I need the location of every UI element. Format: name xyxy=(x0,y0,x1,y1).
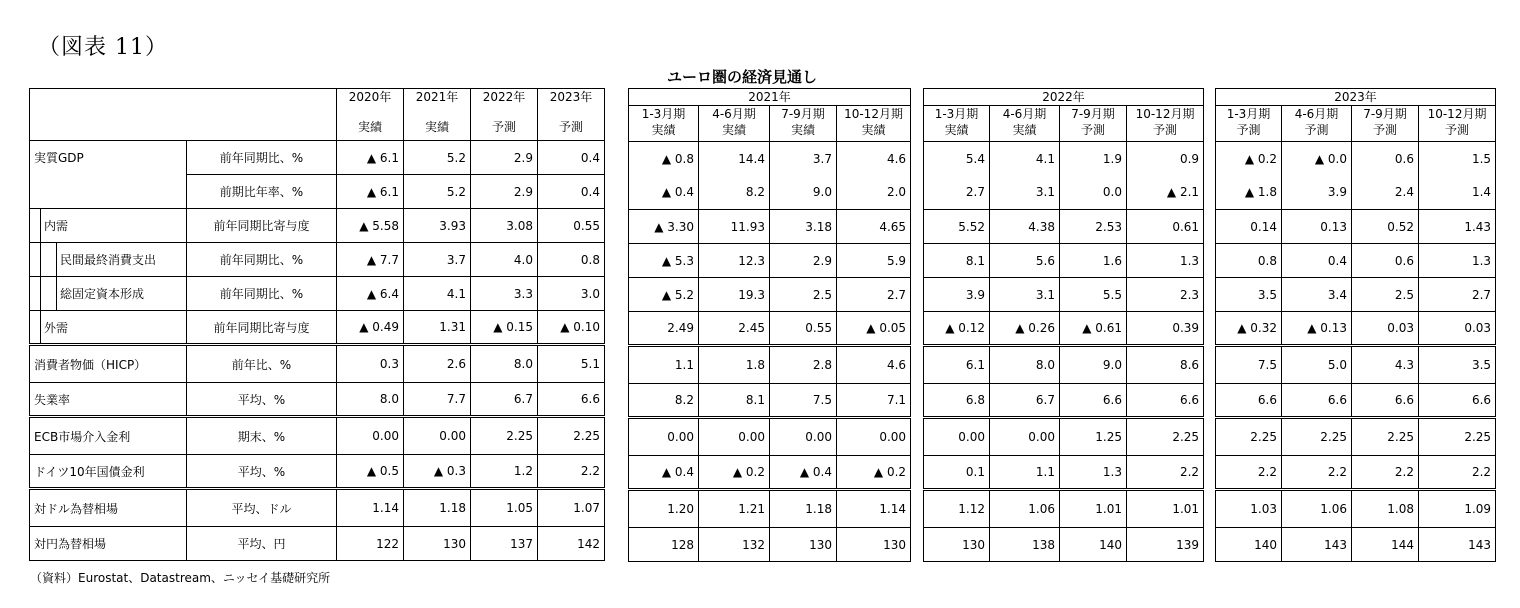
annual-cell: ▲ 0.49 xyxy=(337,311,404,345)
q2023-cell: 2.25 xyxy=(1216,418,1282,456)
q2022-cell: 0.39 xyxy=(1127,312,1204,346)
q2023-cell: 2.4 xyxy=(1352,176,1419,210)
annual-header-0 xyxy=(337,89,404,141)
q2022-cell: 1.06 xyxy=(990,490,1060,528)
q2022-header-0 xyxy=(924,106,990,142)
annual-cell: 2.9 xyxy=(471,175,538,209)
row-unit: 前期比年率、% xyxy=(187,175,337,209)
annual-cell: 1.14 xyxy=(337,489,404,527)
q2022-cell: ▲ 2.1 xyxy=(1127,176,1204,210)
q2023-cell: 0.6 xyxy=(1352,142,1419,176)
q2021-cell: ▲ 5.3 xyxy=(629,244,699,278)
q2022-cell: 5.52 xyxy=(924,210,990,244)
annual-cell: 2.9 xyxy=(471,141,538,175)
q2021-cell: 4.6 xyxy=(837,142,911,176)
quarter-period: 7-9月期 xyxy=(1363,107,1407,121)
annual-cell: 1.18 xyxy=(404,489,471,527)
annual-cell: 142 xyxy=(538,527,605,561)
q2022-cell: 1.1 xyxy=(990,456,1060,490)
q2022-cell: 138 xyxy=(990,528,1060,562)
q2022-cell: 0.1 xyxy=(924,456,990,490)
annual-cell: 6.7 xyxy=(471,383,538,417)
row-label: 消費者物価（HICP） xyxy=(30,345,187,383)
q2022-cell: 6.1 xyxy=(924,346,990,384)
q2021-cell: 8.2 xyxy=(699,176,770,210)
q2023-cell: 0.14 xyxy=(1216,210,1282,244)
annual-cell: 0.4 xyxy=(538,141,605,175)
q2023-cell: 2.25 xyxy=(1419,418,1496,456)
q2021-cell: 2.7 xyxy=(837,278,911,312)
q2021-cell: ▲ 0.05 xyxy=(837,312,911,346)
q2022-cell: 1.01 xyxy=(1060,490,1127,528)
q2022-cell: 0.9 xyxy=(1127,142,1204,176)
row-label: ECB市場介入金利 xyxy=(30,417,187,455)
annual-type: 実績 xyxy=(424,120,449,134)
quarter-type: 実績 xyxy=(790,123,815,137)
q2023-cell: 2.2 xyxy=(1216,456,1282,490)
q2023-cell: ▲ 1.8 xyxy=(1216,176,1282,210)
q2022-cell: 130 xyxy=(924,528,990,562)
q2021-year-header: 2021年 xyxy=(629,89,911,106)
q2023-cell: ▲ 0.0 xyxy=(1282,142,1352,176)
annual-cell: ▲ 5.58 xyxy=(337,209,404,243)
annual-cell: 1.2 xyxy=(471,455,538,489)
annual-year: 2020年 xyxy=(348,90,392,104)
quarter-period: 4-6月期 xyxy=(1294,107,1339,121)
q2022-cell: 3.1 xyxy=(990,176,1060,210)
q2021-cell: 4.65 xyxy=(837,210,911,244)
q2021-cell: 1.18 xyxy=(770,490,837,528)
quarter-type: 実績 xyxy=(721,123,746,137)
row-unit: 前年同期比、% xyxy=(187,141,337,175)
q2023-cell: 3.5 xyxy=(1419,346,1496,384)
q2021-header-1 xyxy=(699,106,770,142)
row-unit: 前年同期比寄与度 xyxy=(187,209,337,243)
annual-cell: 0.8 xyxy=(538,243,605,277)
annual-type: 実績 xyxy=(357,120,382,134)
q2021-cell: ▲ 0.8 xyxy=(629,142,699,176)
q2023-cell: 1.5 xyxy=(1419,142,1496,176)
annual-cell: 0.55 xyxy=(538,209,605,243)
quarterly-2021-table xyxy=(628,88,911,562)
row-label: 実質GDP xyxy=(30,141,187,175)
q2022-cell: 4.1 xyxy=(990,142,1060,176)
annual-type: 予測 xyxy=(558,120,583,134)
q2022-year-header: 2022年 xyxy=(924,89,1204,106)
q2022-header-1 xyxy=(990,106,1060,142)
annual-cell: 0.3 xyxy=(337,345,404,383)
quarter-type: 実績 xyxy=(651,123,676,137)
quarter-period: 7-9月期 xyxy=(1071,107,1115,121)
row-unit: 平均、% xyxy=(187,383,337,417)
q2021-cell: 0.00 xyxy=(699,418,770,456)
q2022-cell: 2.2 xyxy=(1127,456,1204,490)
q2022-cell: ▲ 0.12 xyxy=(924,312,990,346)
annual-cell: 0.00 xyxy=(337,417,404,455)
q2022-cell: 6.8 xyxy=(924,384,990,418)
q2022-cell: 6.6 xyxy=(1060,384,1127,418)
annual-year: 2022年 xyxy=(482,90,526,104)
annual-cell: 5.1 xyxy=(538,345,605,383)
quarter-type: 実績 xyxy=(861,123,886,137)
q2023-cell: 1.03 xyxy=(1216,490,1282,528)
q2021-cell: ▲ 3.30 xyxy=(629,210,699,244)
annual-cell: 8.0 xyxy=(471,345,538,383)
annual-cell: ▲ 6.4 xyxy=(337,277,404,311)
annual-cell: 3.93 xyxy=(404,209,471,243)
q2022-cell: 2.3 xyxy=(1127,278,1204,312)
quarter-type: 実績 xyxy=(944,123,969,137)
q2023-cell: ▲ 0.13 xyxy=(1282,312,1352,346)
q2023-cell: 144 xyxy=(1352,528,1419,562)
q2022-cell: 1.3 xyxy=(1127,244,1204,278)
q2022-cell: 8.1 xyxy=(924,244,990,278)
q2021-cell: ▲ 0.4 xyxy=(629,176,699,210)
q2021-cell: 130 xyxy=(770,528,837,562)
quarter-type: 予測 xyxy=(1153,123,1178,137)
annual-cell: ▲ 0.15 xyxy=(471,311,538,345)
q2021-cell: 1.20 xyxy=(629,490,699,528)
annual-cell: 2.25 xyxy=(538,417,605,455)
q2022-cell: 1.25 xyxy=(1060,418,1127,456)
quarter-period: 10-12月期 xyxy=(1427,107,1487,121)
q2021-cell: 0.00 xyxy=(837,418,911,456)
annual-cell: ▲ 0.5 xyxy=(337,455,404,489)
q2023-header-3 xyxy=(1419,106,1496,142)
q2023-cell: 143 xyxy=(1282,528,1352,562)
quarter-period: 10-12月期 xyxy=(844,107,903,121)
q2023-header-1 xyxy=(1282,106,1352,142)
q2023-cell: 0.8 xyxy=(1216,244,1282,278)
annual-table xyxy=(29,88,605,561)
annual-cell: ▲ 0.3 xyxy=(404,455,471,489)
q2023-cell: 7.5 xyxy=(1216,346,1282,384)
figure-label: （図表 11） xyxy=(38,35,168,60)
q2023-cell: 6.6 xyxy=(1282,384,1352,418)
row-unit: 期末、% xyxy=(187,417,337,455)
q2023-cell: 140 xyxy=(1216,528,1282,562)
annual-cell: 0.00 xyxy=(404,417,471,455)
q2023-cell: 3.9 xyxy=(1282,176,1352,210)
q2021-cell: 2.5 xyxy=(770,278,837,312)
q2021-cell: 2.45 xyxy=(699,312,770,346)
q2021-header-0 xyxy=(629,106,699,142)
q2021-cell: ▲ 5.2 xyxy=(629,278,699,312)
q2022-cell: 5.5 xyxy=(1060,278,1127,312)
q2021-cell: ▲ 0.2 xyxy=(837,456,911,490)
q2022-cell: 8.6 xyxy=(1127,346,1204,384)
annual-cell: 6.6 xyxy=(538,383,605,417)
annual-cell: ▲ 6.1 xyxy=(337,141,404,175)
q2021-header-2 xyxy=(770,106,837,142)
q2021-cell: 3.18 xyxy=(770,210,837,244)
q2022-cell: 1.12 xyxy=(924,490,990,528)
q2022-cell: 4.38 xyxy=(990,210,1060,244)
q2022-header-3 xyxy=(1127,106,1204,142)
annual-cell: 0.4 xyxy=(538,175,605,209)
q2022-cell: 8.0 xyxy=(990,346,1060,384)
annual-header-3 xyxy=(538,89,605,141)
q2021-cell: 8.1 xyxy=(699,384,770,418)
q2022-cell: 5.4 xyxy=(924,142,990,176)
q2022-cell: 1.9 xyxy=(1060,142,1127,176)
q2023-cell: 6.6 xyxy=(1419,384,1496,418)
row-unit: 前年同期比、% xyxy=(187,277,337,311)
q2022-cell: 2.25 xyxy=(1127,418,1204,456)
row-label: 民間最終消費支出 xyxy=(30,243,187,277)
annual-year: 2023年 xyxy=(549,90,593,104)
row-label: 内需 xyxy=(30,209,187,243)
annual-year: 2021年 xyxy=(415,90,459,104)
quarter-type: 実績 xyxy=(1012,123,1037,137)
quarter-period: 1-3月期 xyxy=(934,107,979,121)
q2021-cell: 130 xyxy=(837,528,911,562)
annual-cell: ▲ 6.1 xyxy=(337,175,404,209)
q2021-header-3 xyxy=(837,106,911,142)
q2021-cell: 3.7 xyxy=(770,142,837,176)
annual-cell: 5.2 xyxy=(404,141,471,175)
annual-cell: 2.25 xyxy=(471,417,538,455)
q2023-cell: 2.7 xyxy=(1419,278,1496,312)
q2021-cell: 1.1 xyxy=(629,346,699,384)
annual-header-1 xyxy=(404,89,471,141)
annual-cell: 130 xyxy=(404,527,471,561)
q2023-cell: 5.0 xyxy=(1282,346,1352,384)
annual-cell: 1.07 xyxy=(538,489,605,527)
q2023-cell: 0.03 xyxy=(1419,312,1496,346)
q2021-cell: 2.8 xyxy=(770,346,837,384)
q2021-cell: 0.55 xyxy=(770,312,837,346)
q2021-cell: 1.21 xyxy=(699,490,770,528)
q2022-header-2 xyxy=(1060,106,1127,142)
row-label: 対円為替相場 xyxy=(30,527,187,561)
q2023-cell: 3.5 xyxy=(1216,278,1282,312)
q2023-cell: 0.4 xyxy=(1282,244,1352,278)
row-label xyxy=(30,175,187,209)
q2021-cell: 0.00 xyxy=(629,418,699,456)
quarter-period: 4-6月期 xyxy=(1002,107,1047,121)
q2021-cell: 132 xyxy=(699,528,770,562)
quarter-period: 4-6月期 xyxy=(712,107,756,121)
q2022-cell: 1.6 xyxy=(1060,244,1127,278)
q2021-cell: ▲ 0.4 xyxy=(770,456,837,490)
q2022-cell: 0.61 xyxy=(1127,210,1204,244)
quarter-type: 予測 xyxy=(1445,123,1470,137)
q2023-cell: 0.52 xyxy=(1352,210,1419,244)
q2022-cell: 0.0 xyxy=(1060,176,1127,210)
quarterly-2022-table xyxy=(923,88,1204,562)
q2023-cell: 0.6 xyxy=(1352,244,1419,278)
q2023-cell: 1.09 xyxy=(1419,490,1496,528)
q2022-cell: 2.53 xyxy=(1060,210,1127,244)
q2021-cell: 19.3 xyxy=(699,278,770,312)
quarter-period: 1-3月期 xyxy=(641,107,686,121)
row-unit: 前年比、% xyxy=(187,345,337,383)
row-unit: 平均、円 xyxy=(187,527,337,561)
annual-cell: 1.31 xyxy=(404,311,471,345)
q2021-cell: 0.00 xyxy=(770,418,837,456)
q2021-cell: 128 xyxy=(629,528,699,562)
q2022-cell: 3.1 xyxy=(990,278,1060,312)
q2022-cell: ▲ 0.61 xyxy=(1060,312,1127,346)
annual-cell: ▲ 0.10 xyxy=(538,311,605,345)
annual-cell: 3.3 xyxy=(471,277,538,311)
annual-header-2 xyxy=(471,89,538,141)
q2023-cell: 2.5 xyxy=(1352,278,1419,312)
header-blank xyxy=(30,89,337,141)
q2021-cell: 5.9 xyxy=(837,244,911,278)
row-label: ドイツ10年国債金利 xyxy=(30,455,187,489)
table-title: ユーロ圏の経済見通し xyxy=(667,68,818,86)
row-label: 対ドル為替相場 xyxy=(30,489,187,527)
annual-cell: 5.2 xyxy=(404,175,471,209)
q2021-cell: ▲ 0.2 xyxy=(699,456,770,490)
row-label: 失業率 xyxy=(30,383,187,417)
quarter-type: 予測 xyxy=(1372,123,1397,137)
q2023-cell: 0.03 xyxy=(1352,312,1419,346)
annual-type: 予測 xyxy=(491,120,516,134)
q2023-cell: 1.08 xyxy=(1352,490,1419,528)
quarterly-2023-table xyxy=(1215,88,1496,562)
annual-cell: 7.7 xyxy=(404,383,471,417)
q2023-cell: 2.25 xyxy=(1282,418,1352,456)
q2023-cell: 2.25 xyxy=(1352,418,1419,456)
q2023-header-0 xyxy=(1216,106,1282,142)
q2023-cell: 6.6 xyxy=(1216,384,1282,418)
q2022-cell: 2.7 xyxy=(924,176,990,210)
q2022-cell: 9.0 xyxy=(1060,346,1127,384)
quarter-period: 1-3月期 xyxy=(1226,107,1271,121)
q2021-cell: 14.4 xyxy=(699,142,770,176)
q2022-cell: 3.9 xyxy=(924,278,990,312)
annual-cell: 3.08 xyxy=(471,209,538,243)
q2023-cell: 0.13 xyxy=(1282,210,1352,244)
q2022-cell: 1.3 xyxy=(1060,456,1127,490)
q2023-cell: 1.43 xyxy=(1419,210,1496,244)
row-unit: 前年同期比寄与度 xyxy=(187,311,337,345)
q2023-cell: ▲ 0.2 xyxy=(1216,142,1282,176)
q2021-cell: 2.0 xyxy=(837,176,911,210)
q2021-cell: 2.9 xyxy=(770,244,837,278)
row-unit: 平均、% xyxy=(187,455,337,489)
annual-cell: 2.2 xyxy=(538,455,605,489)
q2022-cell: 0.00 xyxy=(924,418,990,456)
quarter-type: 予測 xyxy=(1304,123,1329,137)
q2022-cell: 140 xyxy=(1060,528,1127,562)
q2021-cell: 7.5 xyxy=(770,384,837,418)
q2023-cell: 143 xyxy=(1419,528,1496,562)
q2021-cell: 4.6 xyxy=(837,346,911,384)
annual-cell: 137 xyxy=(471,527,538,561)
row-unit: 前年同期比、% xyxy=(187,243,337,277)
annual-cell: 3.0 xyxy=(538,277,605,311)
q2023-cell: 1.3 xyxy=(1419,244,1496,278)
q2022-cell: ▲ 0.26 xyxy=(990,312,1060,346)
annual-cell: 2.6 xyxy=(404,345,471,383)
annual-cell: 3.7 xyxy=(404,243,471,277)
q2023-year-header: 2023年 xyxy=(1216,89,1496,106)
q2023-cell: ▲ 0.32 xyxy=(1216,312,1282,346)
q2023-cell: 1.06 xyxy=(1282,490,1352,528)
q2022-cell: 0.00 xyxy=(990,418,1060,456)
annual-cell: 8.0 xyxy=(337,383,404,417)
q2023-cell: 3.4 xyxy=(1282,278,1352,312)
q2021-cell: ▲ 0.4 xyxy=(629,456,699,490)
annual-cell: 4.1 xyxy=(404,277,471,311)
q2022-cell: 139 xyxy=(1127,528,1204,562)
row-label: 総固定資本形成 xyxy=(30,277,187,311)
annual-cell: 122 xyxy=(337,527,404,561)
q2021-cell: 9.0 xyxy=(770,176,837,210)
q2021-cell: 2.49 xyxy=(629,312,699,346)
q2022-cell: 6.6 xyxy=(1127,384,1204,418)
quarter-type: 予測 xyxy=(1236,123,1261,137)
quarter-period: 10-12月期 xyxy=(1135,107,1195,121)
q2021-cell: 7.1 xyxy=(837,384,911,418)
quarter-type: 予測 xyxy=(1080,123,1105,137)
row-unit: 平均、ドル xyxy=(187,489,337,527)
q2022-cell: 6.7 xyxy=(990,384,1060,418)
quarter-period: 7-9月期 xyxy=(781,107,825,121)
q2021-cell: 8.2 xyxy=(629,384,699,418)
q2023-cell: 2.2 xyxy=(1419,456,1496,490)
q2023-header-2 xyxy=(1352,106,1419,142)
q2021-cell: 1.8 xyxy=(699,346,770,384)
q2021-cell: 11.93 xyxy=(699,210,770,244)
annual-cell: ▲ 7.7 xyxy=(337,243,404,277)
q2021-cell: 12.3 xyxy=(699,244,770,278)
q2022-cell: 1.01 xyxy=(1127,490,1204,528)
q2021-cell: 1.14 xyxy=(837,490,911,528)
q2023-cell: 4.3 xyxy=(1352,346,1419,384)
annual-cell: 1.05 xyxy=(471,489,538,527)
row-label: 外需 xyxy=(30,311,187,345)
q2023-cell: 2.2 xyxy=(1352,456,1419,490)
annual-cell: 4.0 xyxy=(471,243,538,277)
q2023-cell: 2.2 xyxy=(1282,456,1352,490)
q2023-cell: 6.6 xyxy=(1352,384,1419,418)
q2022-cell: 5.6 xyxy=(990,244,1060,278)
q2023-cell: 1.4 xyxy=(1419,176,1496,210)
source-note: （資料）Eurostat、Datastream、ニッセイ基礎研究所 xyxy=(30,571,331,585)
